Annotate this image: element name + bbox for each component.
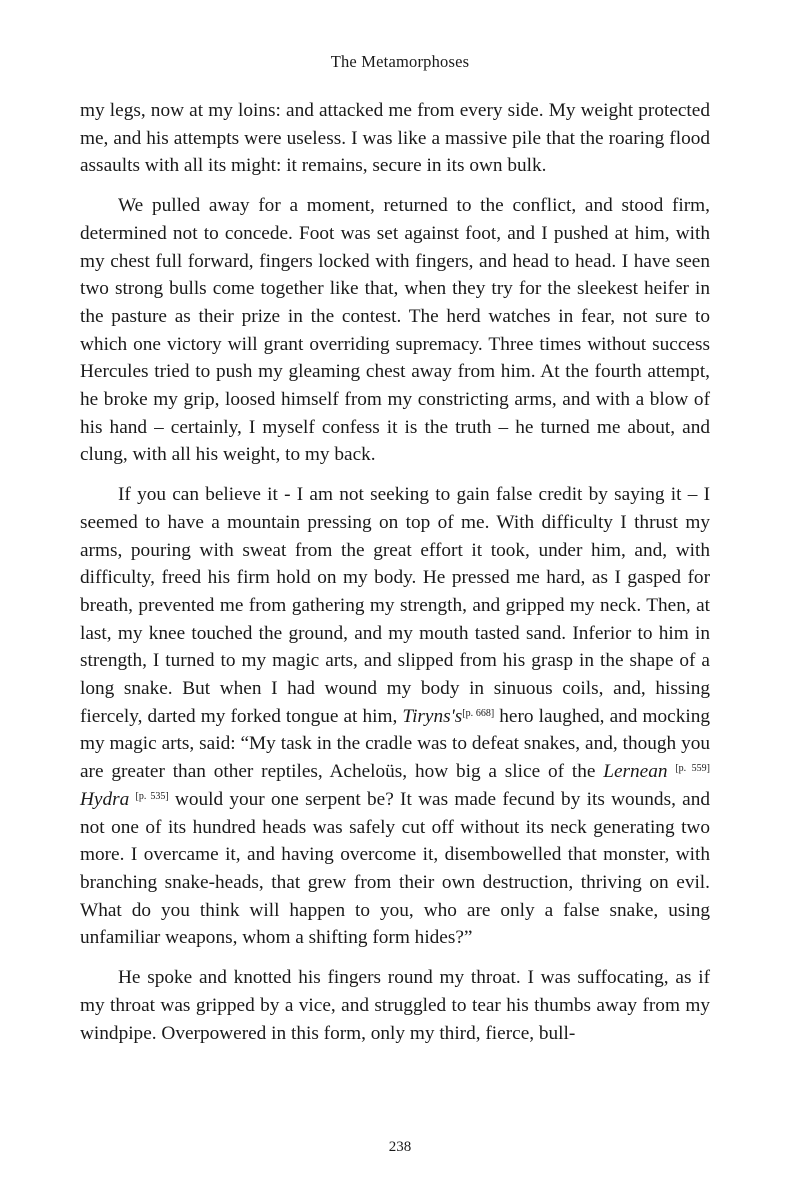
- paragraph-4: He spoke and knotted his fingers round my throat. I was suffocating, as if my throat was gripped by a vice, and struggled to tear his thumbs away from my windpipe. Overpowered in this form, only my third, fierce, bull-: [80, 967, 710, 1044]
- page-ref-hydra[interactable]: [p. 535]: [135, 790, 169, 802]
- running-header: The Metamorphoses: [330, 52, 470, 71]
- paragraph-3-text-a: If you can believe it - I am not seeking to gain false credit by saying it – I seemed to have a mountain pressing on top of me. With difficulty I thrust my arms, pouring with sweat from the great effort it took, under him, and, with difficulty, freed his firm hold on my body. He pressed me hard, as I gasped for breath, prevented me from gathering my strength, and gripped my neck. Then, at last, my knee touched the ground, and my mouth tasted sand. Inferior to him in strength, I turned to my magic arts, and slipped from his grasp in the shape of a long snake. But when I had wound my body in sinuous coils, and, hissing fiercely, darted my forked tongue at him,: [80, 484, 710, 727]
- paragraph-1: my legs, now at my loins: and attacked me from every side. My weight protected me, and his attempts were useless. I was like a massive pile that the roaring flood assaults with all its might: it remains, secure in its own bulk.: [80, 100, 710, 177]
- paragraph-3-text-b: hero laughed, and mocking my magic arts, said: “My task in the cradle was to defeat snakes, and, though you are greater than other reptiles, Acheloüs, how big a slice of the: [80, 705, 710, 783]
- paragraph-3-text-c: would your one serpent be? It was made fecund by its wounds, and not one of its hundred heads was safely cut off without its neck generating two more. I overcame it, and having overcome it, disembowelled that monster, with branching snake-heads, that grew from their own destruction, thriving on evil. What do you think will happen to you, who are only a false snake, using unfamiliar weapons, whom a shifting form hides?”: [80, 788, 710, 949]
- name-lernean: Lernean: [603, 761, 668, 783]
- paragraph-2: We pulled away for a moment, returned to the conflict, and stood firm, determined not to concede. Foot was set against foot, and I pushed at him, with my chest full forward, fingers locked with fingers, and head to head. I have seen two strong bulls come together like that, when they try for the sleekest heifer in the pasture as their prize in the contest. The herd watches in fear, not sure to which one victory will grant overriding supremacy. Three times without success Hercules tried to push my gleaming chest away from him. At the fourth attempt, he broke my grip, loosed himself from my constricting arms, and with a blow of his hand – certainly, I myself confess it is the truth – he turned me about, and clung, with all his weight, to my back.: [80, 195, 710, 466]
- name-hydra: Hydra: [80, 788, 130, 810]
- name-tiryns: Tiryns's: [402, 705, 463, 727]
- page-number: 238: [388, 1139, 412, 1155]
- page-ref-lernean[interactable]: [p. 559]: [675, 763, 710, 775]
- page-ref-tiryns[interactable]: [p. 668]: [462, 707, 495, 719]
- paragraph-3: [80, 481, 710, 952]
- body-text: [80, 97, 710, 1059]
